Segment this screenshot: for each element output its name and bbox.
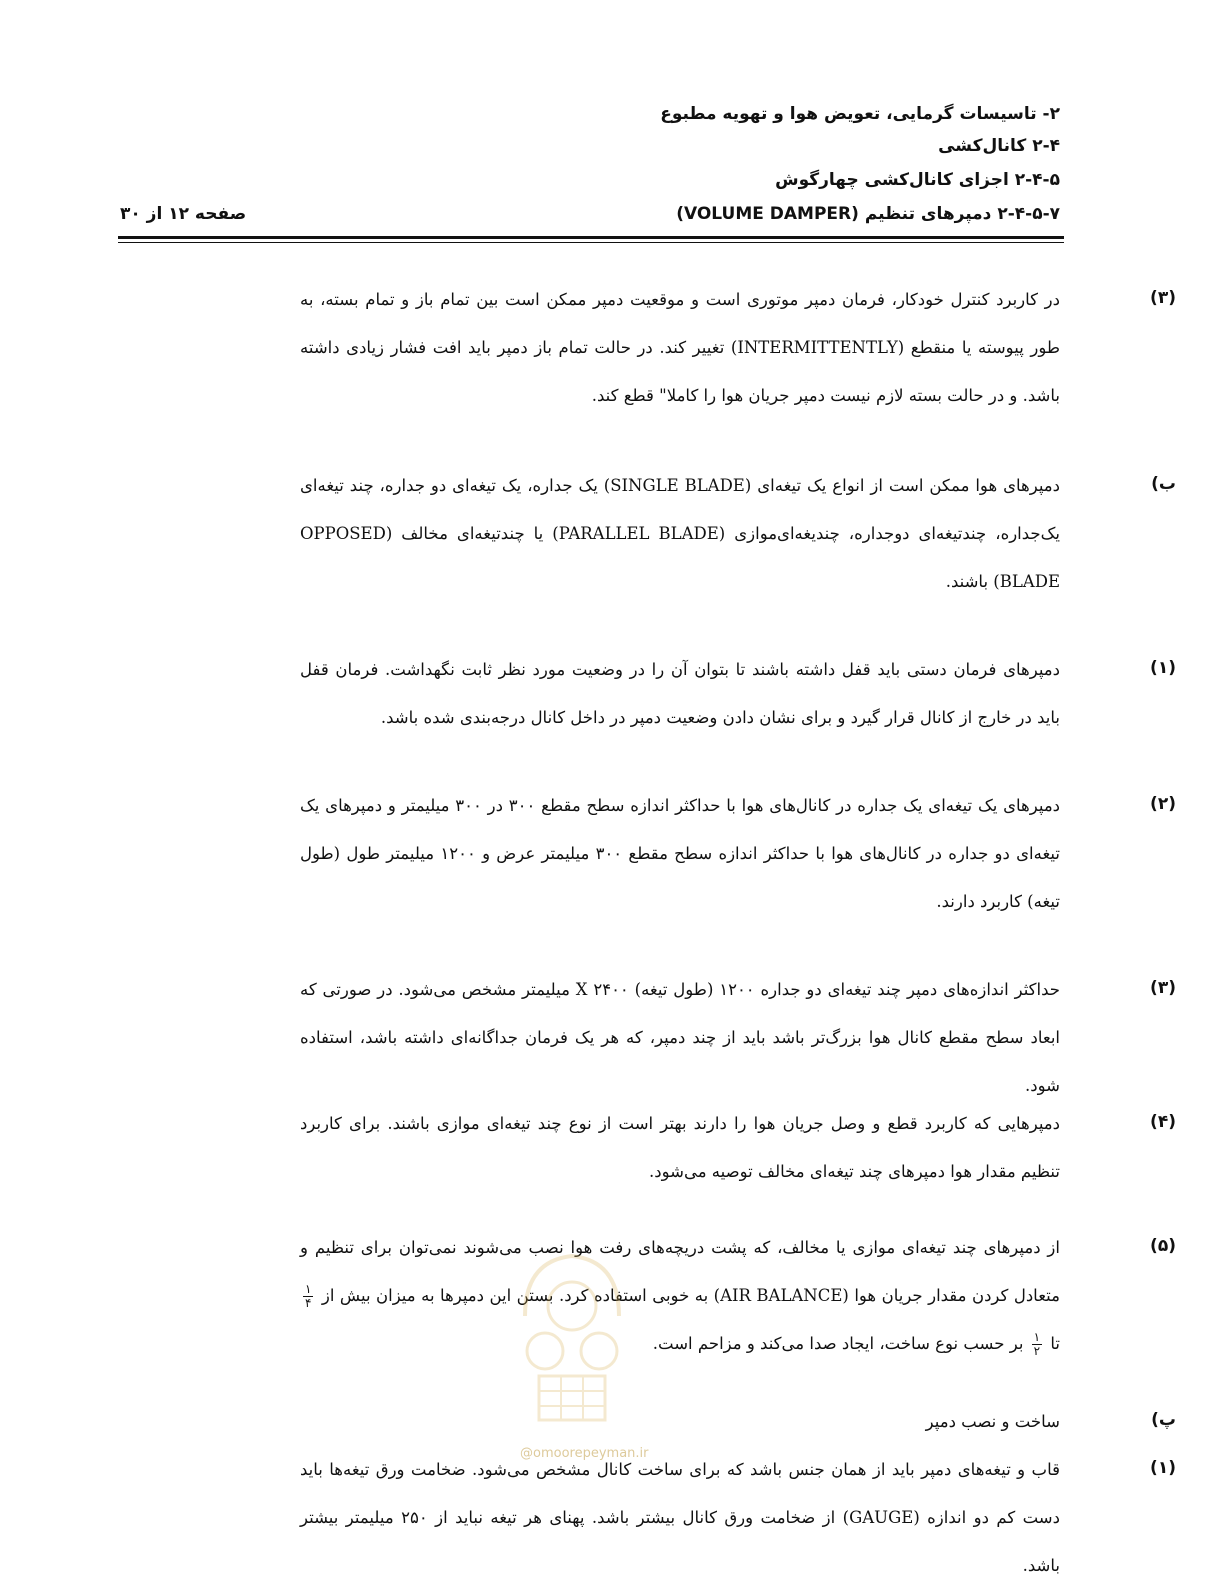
fraction-numerator: ۱ bbox=[305, 1282, 312, 1296]
item-marker: (۳) bbox=[1150, 978, 1176, 998]
fraction-denominator: ۴ bbox=[305, 1296, 312, 1310]
subsection-title: ساخت و نصب دمپر bbox=[925, 1412, 1060, 1431]
item-marker: (۵) bbox=[1150, 1236, 1176, 1256]
fraction bbox=[303, 1283, 313, 1310]
paragraph-text-part: بر حسب نوع ساخت، ایجاد صدا می‌کند و مزاحم است. bbox=[652, 1334, 1024, 1353]
paragraph: در کاربرد کنترل خودکار، فرمان دمپر موتوری است و موقعیت دمپر ممکن است بین تمام باز و تمام بسته، به طور پیوسته یا منقطع (INTERMITTENTLY) تغییر کند. در حالت تمام باز دمپر باید افت فشار زیادی داشته باشد. و در حالت بسته لازم نیست دمپر جریان هوا را کاملا" قطع کند. bbox=[300, 290, 1060, 405]
paragraph-text-part: از دمپرهای چند تیغه‌ای موازی یا مخالف، که پشت دریچه‌های رفت هوا نصب می‌شوند نمی‌توان برای تنظیم و متعادل کردن مقدار جریان هوا (AIR BALANCE) به خوبی استفاده کرد. بستن این دمپرها به میزان بیش از bbox=[300, 1238, 1060, 1305]
paragraph bbox=[300, 1224, 1060, 1368]
paragraph: قاب و تیغه‌های دمپر باید از همان جنس باشد که برای ساخت کانال مشخص می‌شود. ضخامت ورق تیغه‌ها باید دست کم دو اندازه (GAUGE) از ضخامت ورق کانال بیشتر باشد. پهنای هر تیغه نباید از ۲۵۰ میلیمتر بیشتر باشد. bbox=[300, 1460, 1060, 1575]
fraction-numerator: ۱ bbox=[1033, 1330, 1041, 1344]
section-heading-2: ۲-۴ کانال‌کشی bbox=[938, 136, 1060, 156]
section-heading-4: ۲-۴-۵-۷ دمپرهای تنظیم (VOLUME DAMPER) bbox=[676, 204, 1060, 224]
item-marker: پ) bbox=[1151, 1410, 1176, 1430]
item-marker: (۱) bbox=[1150, 1458, 1176, 1478]
section-heading-1: ۲- تاسیسات گرمایی، تعویض هوا و تهویه مطبوع bbox=[660, 104, 1060, 124]
page-number: صفحه ۱۲ از ۳۰ bbox=[120, 204, 247, 224]
header-rule-thick bbox=[118, 236, 1064, 239]
paragraph: حداکثر اندازه‌های دمپر چند تیغه‌ای دو جداره ۱۲۰۰ (طول تیغه) X ۲۴۰۰ میلیمتر مشخص می‌شود. در صورتی که ابعاد سطح مقطع کانال هوا بزرگ‌تر باشد باید از چند دمپر، که هر یک فرمان جداگانه‌ای داشته باشد، استفاده شود. bbox=[300, 980, 1060, 1095]
paragraph: دمپرهای هوا ممکن است از انواع یک تیغه‌ای (SINGLE BLADE) یک جداره، یک تیغه‌ای دو جداره، چند تیغه‌ای یک‌جداره، چندتیغه‌ای دوجداره، چندیغه‌ای‌موازی (PARALLEL BLADE) یا چندتیغه‌ای مخالف (OPPOSED BLADE) باشند. bbox=[300, 476, 1060, 591]
watermark-logo bbox=[505, 1246, 639, 1436]
paragraph-text-part: تا bbox=[1050, 1334, 1060, 1353]
paragraph: دمپرهای یک تیغه‌ای یک جداره در کانال‌های هوا با حداکثر اندازه سطح مقطع ۳۰۰ در ۳۰۰ میلیمتر و دمپرهای یک تیغه‌ای دو جداره در کانال‌های هوا با حداکثر اندازه سطح مقطع ۳۰۰ میلیمتر عرض و ۱۲۰۰ میلیمتر طول (طول تیغه) کاربرد دارند. bbox=[300, 796, 1061, 911]
fraction-denominator: ۲ bbox=[1033, 1344, 1041, 1358]
watermark-text: @omoorepeyman.ir bbox=[520, 1446, 649, 1461]
item-marker: ب) bbox=[1151, 474, 1176, 494]
paragraph: دمپرهایی که کاربرد قطع و وصل جریان هوا را دارند بهتر است از نوع چند تیغه‌ای موازی باشند. برای کاربرد تنظیم مقدار هوا دمپرهای چند تیغه‌ای مخالف توصیه می‌شود. bbox=[300, 1114, 1060, 1181]
fraction bbox=[1032, 1331, 1042, 1358]
item-marker: (۳) bbox=[1150, 288, 1176, 308]
item-marker: (۴) bbox=[1150, 1112, 1176, 1132]
item-marker: (۱) bbox=[1150, 658, 1176, 678]
paragraph: دمپرهای فرمان دستی باید قفل داشته باشند تا بتوان آن را در وضعیت مورد نظر ثابت نگهداشت. فرمان قفل باید در خارج از کانال قرار گیرد و برای نشان دادن وضعیت دمپر در داخل کانال درجه‌بندی شده باشد. bbox=[300, 660, 1060, 727]
section-heading-3: ۲-۴-۵ اجزای کانال‌کشی چهارگوش bbox=[775, 170, 1060, 190]
item-marker: (۲) bbox=[1150, 794, 1176, 814]
header-rule-thin bbox=[118, 242, 1064, 243]
